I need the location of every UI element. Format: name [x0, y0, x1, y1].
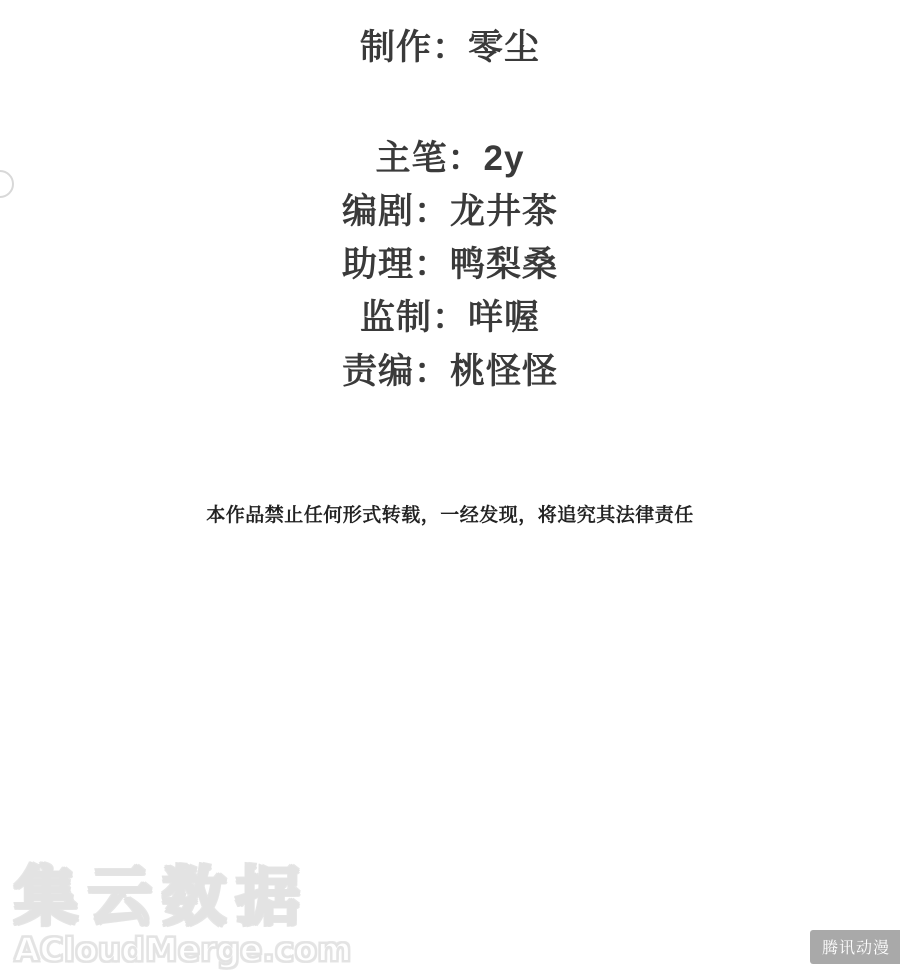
credit-line-assistant: 助理：鸭梨桑	[341, 245, 558, 285]
credit-line-lead-artist: 主笔：2y	[375, 138, 525, 178]
watermark	[8, 860, 388, 969]
watermark-english-text: ACloudMerge.com	[14, 929, 352, 969]
copyright-notice: 本作品禁止任何形式转载，一经发现，将追究其法律责任	[206, 505, 694, 526]
watermark-chinese-text: 集云数据	[14, 860, 310, 935]
credit-line-writer: 编剧：龙井茶	[341, 191, 558, 231]
credits-block	[0, 0, 900, 398]
credit-producer: 制作：零尘	[359, 28, 540, 67]
credit-staff-list	[0, 132, 900, 398]
credit-line-editor: 责编：桃怪怪	[341, 351, 558, 391]
platform-badge: 腾讯动漫	[810, 930, 900, 964]
credit-line-supervisor: 监制：咩喔	[359, 298, 540, 338]
